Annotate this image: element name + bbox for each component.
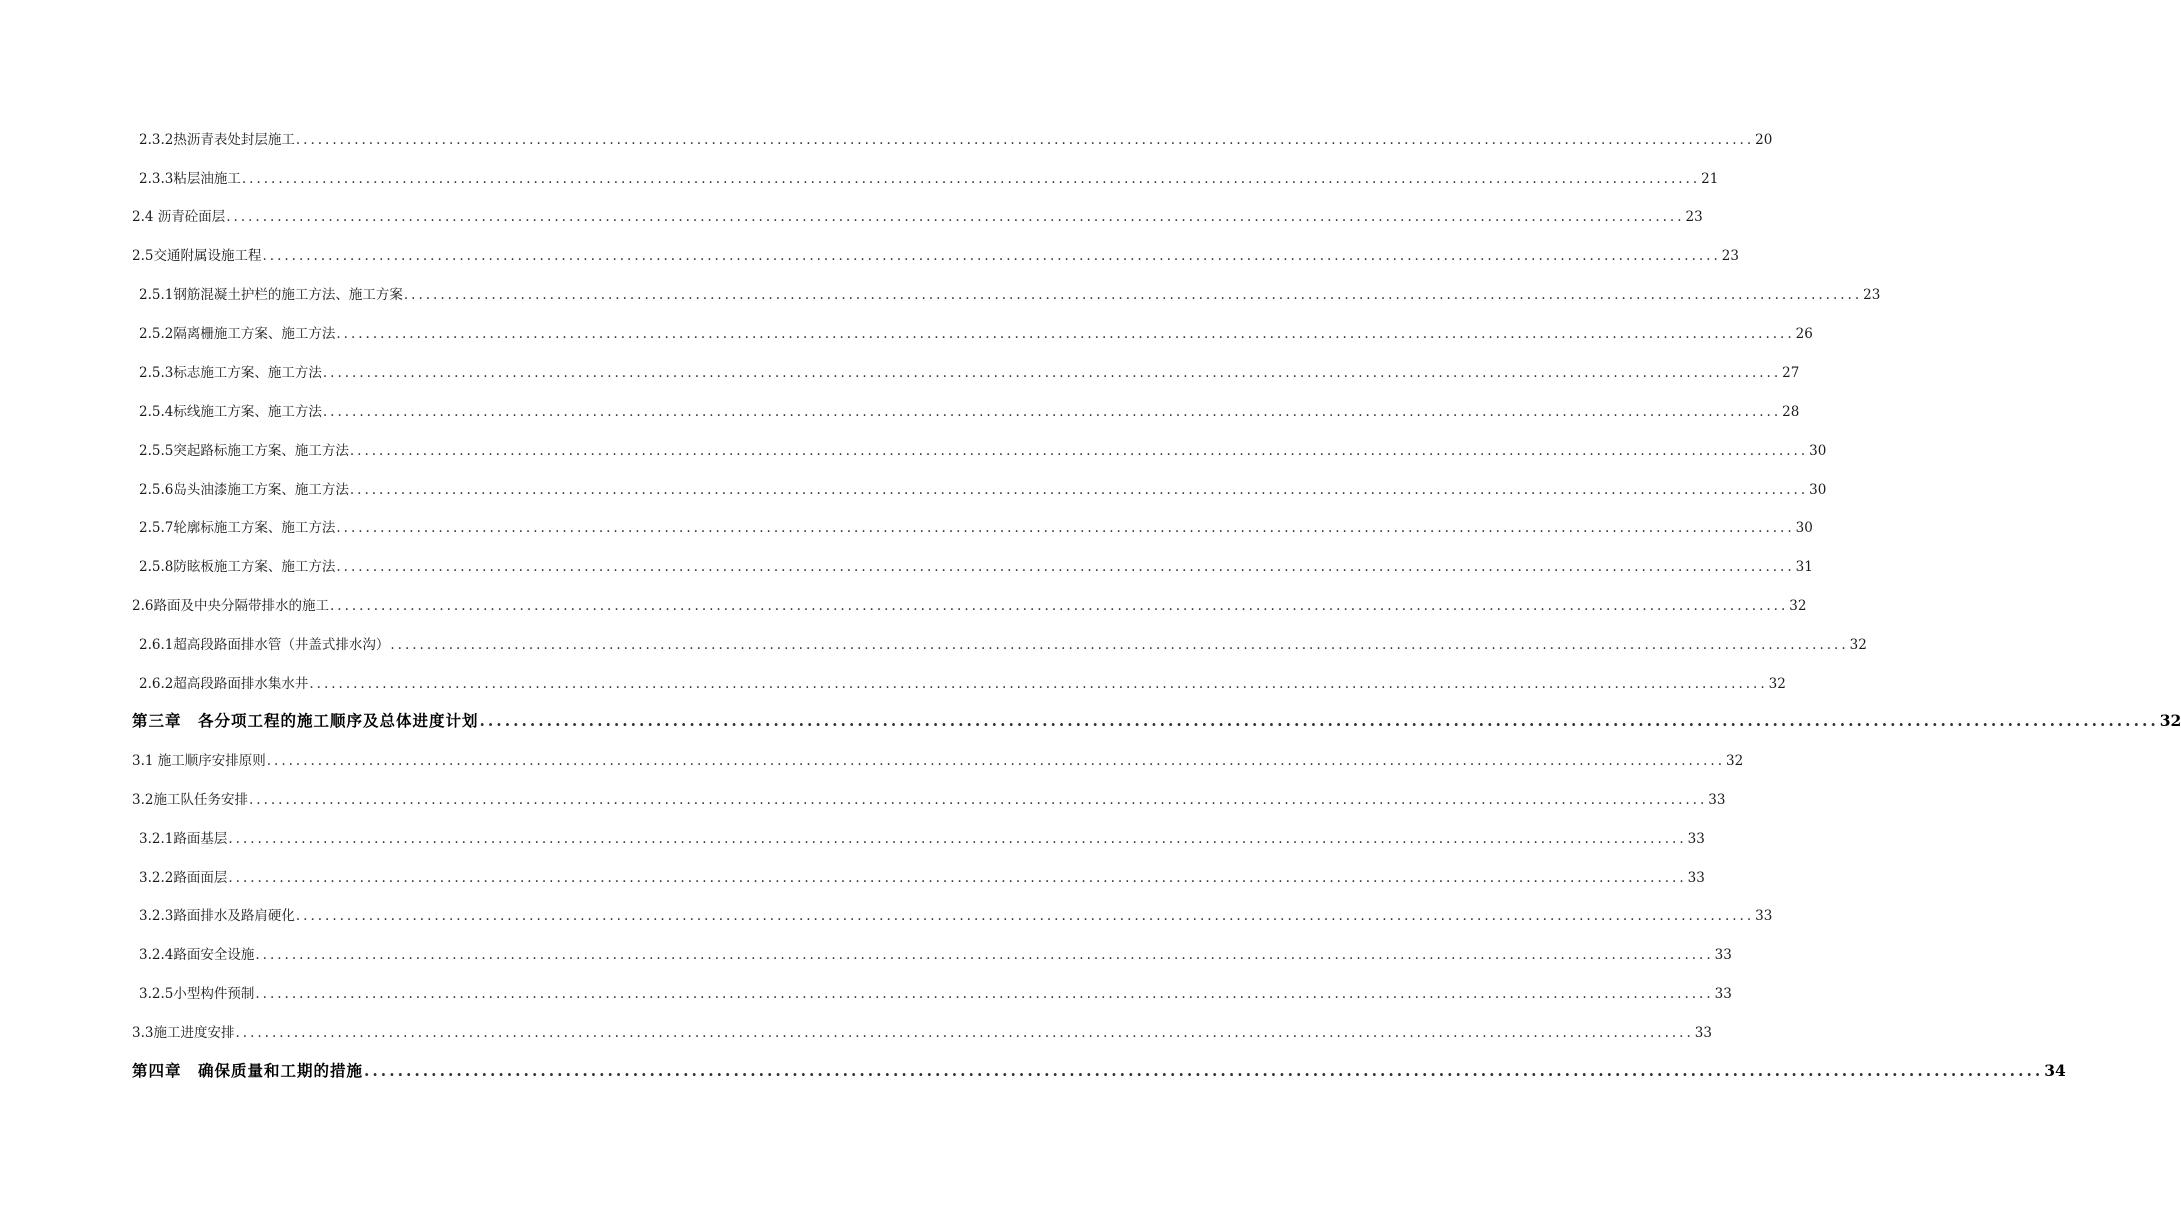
toc-entry-page: 20: [1755, 132, 1773, 148]
toc-dot-leader: ........................................................................................................................................................................................................: [322, 404, 1782, 420]
toc-dot-leader: ........................................................................................................................................................................................................: [235, 1025, 1694, 1041]
toc-entry-label: 3.2.4路面安全设施: [139, 947, 255, 963]
toc-entry-label: 2.5.1钢筋混凝土护栏的施工方法、施工方案: [139, 287, 403, 303]
toc-entry[interactable]: [132, 791, 1726, 809]
toc-entry-label: 2.5.6岛头油漆施工方案、施工方法: [139, 482, 349, 498]
toc-entry[interactable]: [139, 325, 1813, 343]
toc-dot-leader: ........................................................................................................................................................................................................: [336, 326, 1795, 342]
toc-entry-page: 28: [1782, 404, 1800, 420]
toc-entry-page: 34: [2044, 1061, 2066, 1080]
toc-entry-label: 2.5.2隔离栅施工方案、施工方法: [139, 326, 336, 342]
toc-entry[interactable]: [139, 675, 1786, 693]
toc-entry-label: 3.2.3路面排水及路肩硬化: [139, 908, 295, 924]
toc-dot-leader: ........................................................................................................................................................................................................: [403, 287, 1863, 303]
toc-entry-label: 2.5.7轮廓标施工方案、施工方法: [139, 520, 336, 536]
toc-dot-leader: ........................................................................................................................................................................................................: [228, 831, 1687, 847]
toc-entry-page: 32: [1726, 753, 1744, 769]
toc-entry-page: 33: [1755, 908, 1773, 924]
toc-entry-page: 32: [1768, 676, 1786, 692]
toc-dot-leader: ........................................................................................................................................................................................................: [390, 637, 1849, 653]
toc-entry-label: 第四章 确保质量和工期的措施: [132, 1061, 364, 1080]
toc-entry-label: 3.2.1路面基层: [139, 831, 228, 847]
toc-entry-page: 32: [1849, 637, 1867, 653]
toc-entry-page: 23: [1863, 287, 1881, 303]
toc-entry-label: 2.3.3粘层油施工: [139, 171, 241, 187]
toc-entry-label: 2.4 沥青砼面层: [132, 209, 226, 225]
toc-entry-label: 3.2施工队任务安排: [132, 792, 248, 808]
toc-entry-page: 23: [1721, 248, 1739, 264]
toc-entry-page: 23: [1685, 209, 1703, 225]
toc-entry[interactable]: [139, 519, 1813, 537]
toc-entry-page: 30: [1809, 482, 1827, 498]
toc-dot-leader: ........................................................................................................................................................................................................: [226, 209, 1685, 225]
toc-dot-leader: ........................................................................................................................................................................................................: [255, 947, 1714, 963]
toc-entry[interactable]: [132, 1024, 1712, 1042]
toc-dot-leader: ........................................................................................................................................................................................................: [349, 443, 1809, 459]
toc-entry[interactable]: [139, 869, 1705, 887]
toc-entry-label: 3.2.5小型构件预制: [139, 986, 255, 1002]
toc-entry[interactable]: [139, 403, 1800, 421]
toc-dot-leader: ........................................................................................................................................................................................................: [322, 365, 1782, 381]
toc-entry-label: 2.5交通附属设施工程: [132, 248, 262, 264]
toc-entry-page: 32: [1789, 598, 1807, 614]
toc-entry-label: 2.5.4标线施工方案、施工方法: [139, 404, 322, 420]
toc-entry-label: 2.5.3标志施工方案、施工方法: [139, 365, 322, 381]
toc-entry[interactable]: [139, 442, 1827, 460]
toc-entry[interactable]: [139, 131, 1773, 149]
toc-entry[interactable]: [139, 481, 1827, 499]
toc-dot-leader: ........................................................................................................................................................................................................: [228, 870, 1687, 886]
toc-dot-leader: ........................................................................................................................................................................................................: [262, 248, 1721, 264]
toc-dot-leader: ........................................................................................................................................................................................................: [364, 1061, 2044, 1080]
toc-entry-page: 26: [1795, 326, 1813, 342]
toc-dot-leader: ........................................................................................................................................................................................................: [336, 520, 1795, 536]
toc-entry[interactable]: [139, 907, 1773, 925]
toc-entry-label: 2.6路面及中央分隔带排水的施工: [132, 598, 329, 614]
toc-entry-page: 30: [1809, 443, 1827, 459]
toc-dot-leader: ........................................................................................................................................................................................................: [309, 676, 1768, 692]
toc-entry-label: 2.5.5突起路标施工方案、施工方法: [139, 443, 349, 459]
toc-entry[interactable]: [139, 286, 1881, 304]
toc-entry[interactable]: [139, 946, 1732, 964]
toc-entry-page: 31: [1795, 559, 1813, 575]
toc-entry-page: 33: [1694, 1025, 1712, 1041]
toc-entry-label: 第三章 各分项工程的施工顺序及总体进度计划: [132, 711, 479, 730]
toc-entry-page: 33: [1687, 870, 1705, 886]
toc-entry-label: 2.5.8防眩板施工方案、施工方法: [139, 559, 336, 575]
toc-dot-leader: ........................................................................................................................................................................................................: [295, 908, 1755, 924]
toc-chapter-entry[interactable]: [132, 1061, 2066, 1080]
toc-dot-leader: ........................................................................................................................................................................................................: [329, 598, 1789, 614]
toc-entry[interactable]: [139, 830, 1705, 848]
toc-dot-leader: ........................................................................................................................................................................................................: [266, 753, 1726, 769]
toc-entry-page: 33: [1714, 986, 1732, 1002]
toc-entry-label: 2.6.2超高段路面排水集水井: [139, 676, 309, 692]
toc-dot-leader: ........................................................................................................................................................................................................: [295, 132, 1755, 148]
toc-entry[interactable]: [132, 752, 1744, 770]
toc-dot-leader: ........................................................................................................................................................................................................: [336, 559, 1795, 575]
toc-dot-leader: ........................................................................................................................................................................................................: [349, 482, 1809, 498]
toc-entry-page: 33: [1708, 792, 1726, 808]
toc-dot-leader: ........................................................................................................................................................................................................: [479, 711, 2159, 730]
toc-entry-page: 21: [1701, 171, 1719, 187]
toc-entry-label: 3.2.2路面面层: [139, 870, 228, 886]
toc-entry-label: 3.3施工进度安排: [132, 1025, 235, 1041]
toc-dot-leader: ........................................................................................................................................................................................................: [248, 792, 1708, 808]
toc-entry[interactable]: [139, 558, 1813, 576]
toc-entry-page: 27: [1782, 365, 1800, 381]
toc-entry-label: 3.1 施工顺序安排原则: [132, 753, 266, 769]
toc-dot-leader: ........................................................................................................................................................................................................: [255, 986, 1714, 1002]
toc-entry-page: 30: [1795, 520, 1813, 536]
toc-entry[interactable]: [132, 597, 1807, 615]
toc-entry[interactable]: [132, 247, 1739, 265]
toc-entry-page: 33: [1714, 947, 1732, 963]
toc-entry[interactable]: [139, 170, 1719, 188]
toc-entry-label: 2.3.2热沥青表处封层施工: [139, 132, 295, 148]
toc-entry[interactable]: [139, 364, 1800, 382]
toc-entry-label: 2.6.1超高段路面排水管（井盖式排水沟）: [139, 637, 390, 653]
toc-entry-page: 33: [1687, 831, 1705, 847]
toc-dot-leader: ........................................................................................................................................................................................................: [241, 171, 1701, 187]
toc-entry-page: 32: [2159, 711, 2181, 730]
toc-chapter-entry[interactable]: [132, 711, 2181, 730]
toc-entry[interactable]: [139, 985, 1732, 1003]
toc-entry[interactable]: [132, 208, 1703, 226]
toc-entry[interactable]: [139, 636, 1867, 654]
